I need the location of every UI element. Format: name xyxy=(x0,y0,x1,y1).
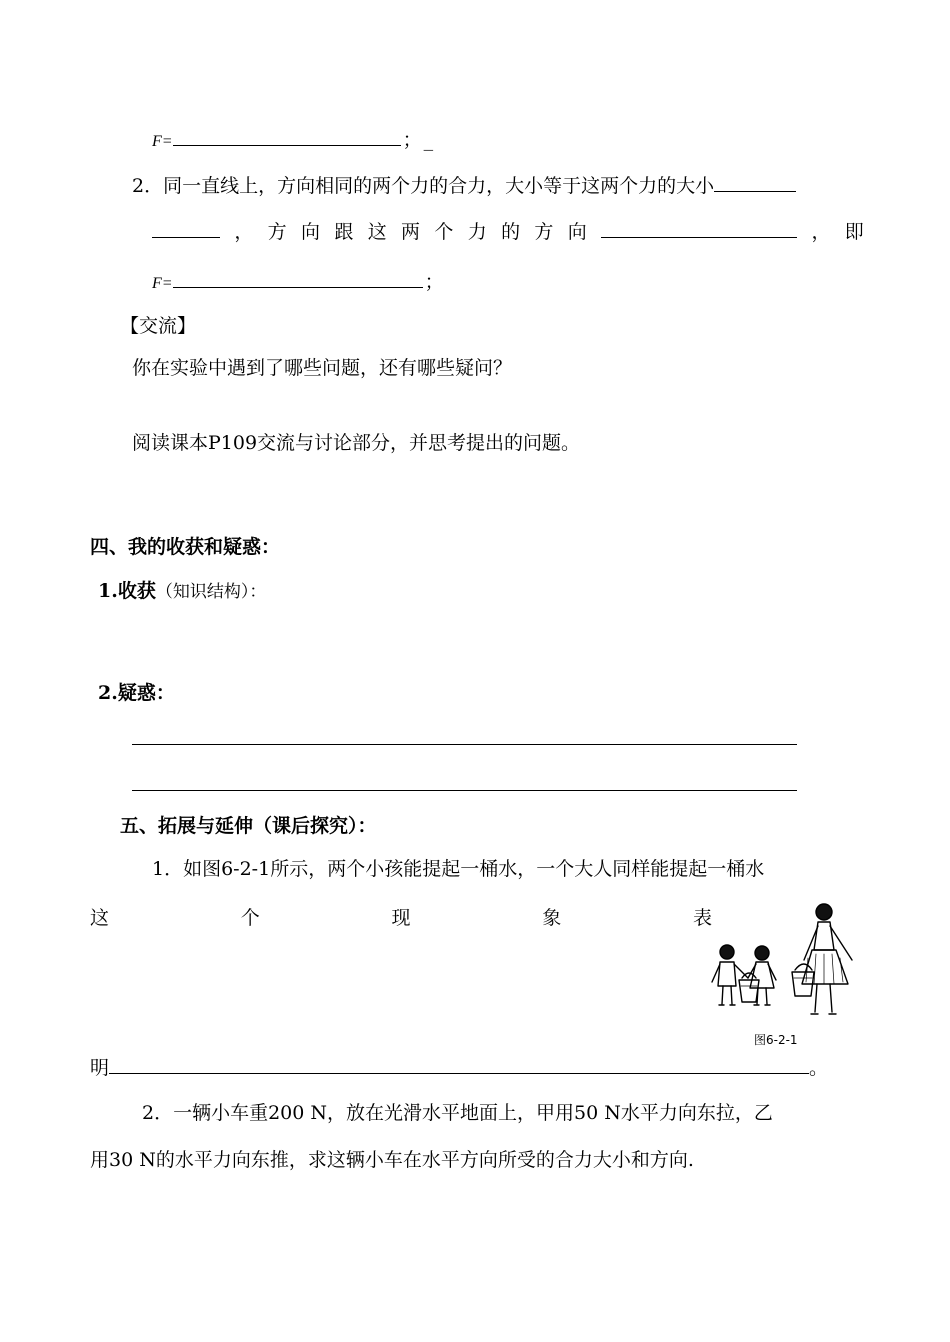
q2-line-1: 2．一辆小车重200 N，放在光滑水平地面上，甲用50 N水平力向东拉，乙 xyxy=(142,1102,773,1124)
figure-caption: 图6-2-1 xyxy=(754,1033,798,1047)
blank-item2-b[interactable] xyxy=(152,218,220,238)
item2-word: 的 xyxy=(501,221,521,243)
item2-word: 方 xyxy=(267,221,287,243)
item2-word: 跟 xyxy=(334,221,354,243)
exchange-question: 你在实验中遇到了哪些问题，还有哪些疑问？ xyxy=(132,357,513,379)
q2-line-2: 用30 N的水平力向东推，求这辆小车在水平方向所受的合力大小和方向. xyxy=(90,1149,694,1171)
item2-line-a xyxy=(132,172,796,199)
item2-ji: 即 xyxy=(844,221,864,243)
f-label: F= xyxy=(152,133,173,150)
blank-item2-direction[interactable] xyxy=(601,218,797,238)
item2-word: 向 xyxy=(567,221,587,243)
underscore: _ xyxy=(423,129,434,151)
item2-word: 向 xyxy=(301,221,321,243)
q1-word: 个 xyxy=(240,907,260,929)
gain-line xyxy=(98,578,266,605)
q1-word: 现 xyxy=(391,907,411,929)
answer-line-f2 xyxy=(152,268,444,297)
f-label: F= xyxy=(152,275,173,292)
blank-item2-a[interactable] xyxy=(714,172,796,192)
q1-word: 这 xyxy=(90,907,110,929)
q1-word: 象 xyxy=(542,907,562,929)
exchange-reading: 阅读课本P109交流与讨论部分，并思考提出的问题。 xyxy=(132,432,581,454)
doubt-answer-line-2[interactable] xyxy=(132,790,797,791)
item2-comma: ， xyxy=(811,221,831,243)
semicolon: ； xyxy=(424,271,444,293)
gain-note: （知识结构）： xyxy=(155,582,267,602)
item2-word: 个 xyxy=(434,221,454,243)
blank-f2[interactable] xyxy=(173,268,423,288)
item2-word: ， xyxy=(234,221,254,243)
doubt-label: 2.疑惑： xyxy=(98,682,175,704)
figure-6-2-1 xyxy=(702,898,862,1048)
item2-word: 两 xyxy=(401,221,421,243)
q1-answer-line xyxy=(90,1054,828,1081)
exchange-heading: 【交流】 xyxy=(120,315,197,337)
doubt-answer-line-1[interactable] xyxy=(132,744,797,745)
semicolon: ； xyxy=(402,129,422,151)
item2-line-b xyxy=(152,218,864,245)
children-and-adult-carrying-water-illustration xyxy=(702,898,862,1028)
q1-word: 表 xyxy=(692,907,712,929)
q1-ming: 明 xyxy=(90,1057,110,1079)
blank-f1[interactable] xyxy=(173,126,401,146)
answer-line-f1 xyxy=(152,126,433,155)
blank-q1[interactable] xyxy=(109,1054,809,1074)
item2-word: 力 xyxy=(467,221,487,243)
item2-word: 这 xyxy=(367,221,387,243)
q1-spread-line xyxy=(90,905,712,931)
item2-word: 方 xyxy=(534,221,554,243)
section5-title: 五、拓展与延伸（课后探究）： xyxy=(120,815,377,837)
q1-text: 1．如图6-2-1所示，两个小孩能提起一桶水，一个大人同样能提起一桶水 xyxy=(152,858,765,880)
item2-text: 2．同一直线上，方向相同的两个力的合力，大小等于这两个力的大小 xyxy=(132,175,715,197)
section4-title: 四、我的收获和疑惑： xyxy=(90,536,281,558)
q1-end: 。 xyxy=(809,1057,829,1079)
gain-label: 1.收获 xyxy=(98,580,156,602)
